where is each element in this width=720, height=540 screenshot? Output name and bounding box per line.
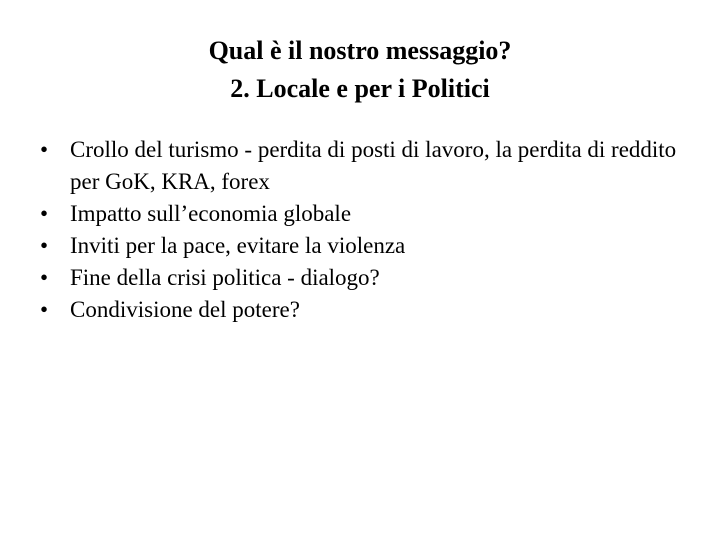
- bullet-text: Condivisione del potere?: [70, 297, 300, 322]
- bullet-item: [40, 134, 680, 198]
- bullet-text: Fine della crisi politica - dialogo?: [70, 265, 380, 290]
- bullet-item: [40, 262, 680, 294]
- bullet-icon: •: [40, 265, 49, 290]
- bullet-item: [40, 198, 680, 230]
- bullet-item: [40, 230, 680, 262]
- bullet-text: Inviti per la pace, evitare la violenza: [70, 233, 406, 258]
- title-line-1: Qual è il nostro messaggio?: [208, 36, 512, 65]
- bullet-item: [40, 294, 680, 326]
- bullet-icon: •: [40, 233, 49, 258]
- bullet-text: Crollo del turismo - perdita di posti di lavoro, la perdita di reddito per GoK, KRA, forex: [70, 137, 677, 194]
- bullet-icon: •: [40, 297, 49, 322]
- title-line-2: 2. Locale e per i Politici: [230, 74, 490, 103]
- bullet-icon: •: [40, 137, 49, 162]
- bullet-list: [40, 134, 680, 326]
- bullet-icon: •: [40, 201, 49, 226]
- bullet-text: Impatto sull’economia globale: [70, 201, 352, 226]
- slide-title: [0, 32, 720, 108]
